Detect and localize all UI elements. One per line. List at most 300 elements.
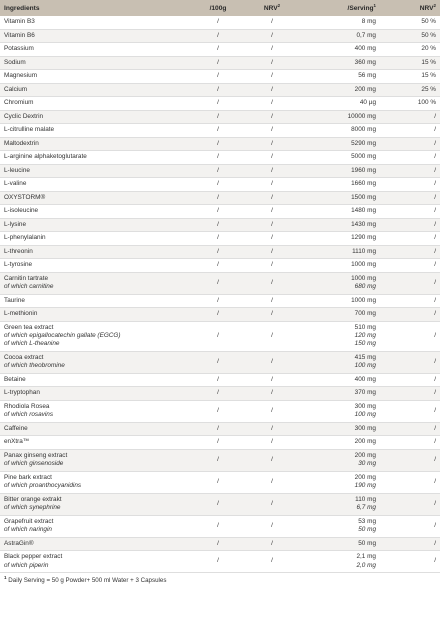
ingredient-name: L-valine: [4, 180, 27, 188]
per-100g-cell: /: [190, 537, 246, 551]
ingredient-name: Green tea extract: [4, 323, 54, 331]
nrv-100g-cell: /: [246, 471, 298, 493]
per-100g-cell: /: [190, 422, 246, 436]
ingredient-name: L-leucine: [4, 166, 30, 174]
ingredient-name-cell: [0, 56, 190, 70]
nrv-serving-cell: 50 %: [380, 29, 440, 43]
nrv-100g-cell: /: [246, 16, 298, 29]
per-serving-cell: [298, 29, 380, 43]
serving-amount: 360 mg: [354, 58, 376, 66]
table-row: [0, 124, 440, 138]
per-serving-cell: [298, 97, 380, 111]
serving-subamount: 190 mg: [354, 482, 376, 489]
header-ingredients: Ingredients: [0, 0, 190, 16]
ingredient-name-cell: [0, 471, 190, 493]
serving-amount: 700 mg: [354, 310, 376, 318]
ingredient-name: Chromium: [4, 99, 34, 107]
per-serving-cell: [298, 551, 380, 573]
per-100g-cell: /: [190, 245, 246, 259]
serving-subamount: 100 mg: [354, 411, 376, 418]
serving-amount: 1000 mg: [351, 274, 376, 282]
nrv-100g-cell: /: [246, 151, 298, 165]
per-100g-cell: /: [190, 259, 246, 273]
ingredient-name-cell: [0, 164, 190, 178]
nrv-100g-cell: /: [246, 97, 298, 111]
ingredient-name-cell: [0, 449, 190, 471]
nrv-serving-cell: /: [380, 191, 440, 205]
nrv-serving-cell: /: [380, 218, 440, 232]
nrv-serving-cell: /: [380, 124, 440, 138]
ingredient-name: OXYSTORM®: [4, 193, 46, 201]
table-row: [0, 373, 440, 387]
nrv-serving-cell: /: [380, 205, 440, 219]
nrv-serving-cell: /: [380, 164, 440, 178]
nrv-100g-cell: /: [246, 245, 298, 259]
table-row: [0, 245, 440, 259]
ingredient-name-cell: [0, 373, 190, 387]
nrv-100g-cell: /: [246, 422, 298, 436]
per-100g-cell: /: [190, 387, 246, 401]
nrv-100g-cell: /: [246, 515, 298, 537]
table-row: [0, 205, 440, 219]
per-serving-cell: [298, 400, 380, 422]
serving-amount: 1110 mg: [352, 247, 376, 255]
nrv-serving-cell: /: [380, 449, 440, 471]
per-serving-cell: [298, 321, 380, 351]
serving-amount: 400 mg: [354, 375, 376, 383]
table-row: [0, 308, 440, 322]
per-serving-cell: [298, 43, 380, 57]
ingredient-name-cell: [0, 493, 190, 515]
nrv-100g-cell: /: [246, 351, 298, 373]
per-serving-cell: [298, 110, 380, 124]
nrv-serving-cell: /: [380, 272, 440, 294]
ingredient-name: Sodium: [4, 58, 26, 66]
table-row: [0, 151, 440, 165]
nrv-serving-cell: 50 %: [380, 16, 440, 29]
ingredient-name-cell: [0, 97, 190, 111]
ingredient-name-cell: [0, 259, 190, 273]
ingredient-name: Maltodextrin: [4, 139, 39, 147]
ingredient-name: enXtra™: [4, 438, 30, 446]
per-100g-cell: /: [190, 191, 246, 205]
ingredient-subname: of which piperin: [4, 561, 49, 569]
ingredient-name: L-methionin: [4, 310, 38, 318]
nrv-serving-cell: /: [380, 351, 440, 373]
serving-amount: 1000 mg: [351, 296, 376, 304]
table-row: [0, 515, 440, 537]
serving-amount: 5290 mg: [351, 139, 376, 147]
serving-amount: 0,7 mg: [356, 31, 376, 39]
table-row: [0, 321, 440, 351]
ingredient-name: L-citrulline malate: [4, 126, 55, 134]
footnote: [0, 573, 400, 584]
serving-amount: 300 mg: [354, 402, 376, 410]
ingredient-name: AstraGin®: [4, 539, 34, 547]
nrv-serving-cell: /: [380, 537, 440, 551]
table-row: [0, 191, 440, 205]
nrv-serving-cell: /: [380, 245, 440, 259]
per-100g-cell: /: [190, 218, 246, 232]
serving-amount: 53 mg: [358, 517, 376, 525]
per-100g-cell: /: [190, 70, 246, 84]
ingredient-name: L-phenylalanin: [4, 234, 46, 242]
nrv-100g-cell: /: [246, 83, 298, 97]
table-row: [0, 294, 440, 308]
per-100g-cell: /: [190, 515, 246, 537]
ingredient-name-cell: [0, 551, 190, 573]
nrv-serving-cell: /: [380, 151, 440, 165]
ingredient-name-cell: [0, 245, 190, 259]
table-row: [0, 232, 440, 246]
per-100g-cell: /: [190, 449, 246, 471]
per-serving-cell: [298, 259, 380, 273]
table-row: [0, 70, 440, 84]
per-100g-cell: /: [190, 400, 246, 422]
nrv-serving-cell: 15 %: [380, 70, 440, 84]
ingredient-name-cell: [0, 83, 190, 97]
nrv-serving-cell: /: [380, 387, 440, 401]
per-serving-cell: [298, 137, 380, 151]
table-row: [0, 551, 440, 573]
serving-amount: 200 mg: [354, 451, 376, 459]
per-serving-cell: [298, 205, 380, 219]
ingredient-name: Panax ginseng extract: [4, 451, 68, 459]
table-row: [0, 29, 440, 43]
per-serving-cell: [298, 436, 380, 450]
serving-amount: 10000 mg: [347, 112, 376, 120]
serving-amount: 110 mg: [355, 495, 376, 503]
serving-amount: 1000 mg: [351, 261, 376, 269]
per-100g-cell: /: [190, 232, 246, 246]
table-row: [0, 422, 440, 436]
nrv-100g-cell: /: [246, 43, 298, 57]
nrv-100g-cell: /: [246, 56, 298, 70]
nrv-100g-cell: /: [246, 110, 298, 124]
ingredient-name-cell: [0, 124, 190, 138]
ingredient-name: Vitamin B3: [4, 18, 35, 26]
ingredient-name-cell: [0, 351, 190, 373]
serving-amount: 50 mg: [358, 539, 376, 547]
serving-amount: 1660 mg: [351, 180, 376, 188]
per-100g-cell: /: [190, 83, 246, 97]
nrv-100g-cell: /: [246, 124, 298, 138]
table-row: [0, 110, 440, 124]
per-100g-cell: /: [190, 151, 246, 165]
table-row: [0, 164, 440, 178]
ingredient-subname: of which ginsenoside: [4, 460, 64, 467]
header-per-100g: /100g: [190, 0, 246, 16]
nrv-serving-cell: 20 %: [380, 43, 440, 57]
per-serving-cell: [298, 308, 380, 322]
table-row: [0, 351, 440, 373]
nrv-serving-cell: /: [380, 137, 440, 151]
ingredient-name-cell: [0, 400, 190, 422]
ingredient-name-cell: [0, 178, 190, 192]
nrv-100g-cell: /: [246, 373, 298, 387]
table-row: [0, 178, 440, 192]
ingredient-name-cell: [0, 137, 190, 151]
nrv-serving-cell: /: [380, 436, 440, 450]
footnote-marker: 1: [4, 574, 7, 580]
per-serving-cell: [298, 373, 380, 387]
ingredient-subname: of which proanthocyanidins: [4, 482, 82, 489]
ingredient-name: Carnitin tartrate: [4, 274, 49, 282]
nrv-100g-cell: /: [246, 29, 298, 43]
serving-amount: 1500 mg: [351, 193, 376, 201]
nrv-100g-cell: /: [246, 70, 298, 84]
serving-amount: 510 mg: [354, 323, 376, 331]
table-header-row: [0, 0, 440, 16]
ingredient-subname: of which rosavins: [4, 411, 54, 418]
nrv-serving-cell: /: [380, 232, 440, 246]
nrv-100g-cell: /: [246, 321, 298, 351]
per-100g-cell: /: [190, 471, 246, 493]
nrv-100g-cell: /: [246, 164, 298, 178]
per-serving-cell: [298, 294, 380, 308]
per-100g-cell: /: [190, 29, 246, 43]
ingredient-name: L-lysine: [4, 220, 27, 228]
ingredient-name: Taurine: [4, 296, 25, 304]
ingredient-subname: of which epigallocatechin gallate (EGCG): [4, 331, 121, 339]
nrv-100g-cell: /: [246, 137, 298, 151]
ingredient-name: Vitamin B6: [4, 31, 35, 39]
per-serving-cell: [298, 70, 380, 84]
ingredient-name: L-tyrosine: [4, 261, 33, 269]
nrv-100g-cell: /: [246, 218, 298, 232]
per-100g-cell: /: [190, 294, 246, 308]
per-100g-cell: /: [190, 178, 246, 192]
table-row: [0, 387, 440, 401]
ingredient-name: Bitter orange extrakt: [4, 495, 62, 503]
nrv-serving-cell: /: [380, 178, 440, 192]
table-body: [0, 16, 440, 573]
ingredient-name-cell: [0, 70, 190, 84]
ingredient-name-cell: [0, 43, 190, 57]
serving-amount: 200 mg: [354, 85, 376, 93]
ingredient-subname: of which naringin: [4, 526, 52, 533]
ingredient-name-cell: [0, 308, 190, 322]
footnote-text: Daily Serving = 50 g Powder+ 500 ml Water + 3 Capsules: [6, 577, 167, 584]
nrv-serving-cell: 15 %: [380, 56, 440, 70]
table-row: [0, 259, 440, 273]
table-row: [0, 400, 440, 422]
serving-amount: 1290 mg: [351, 234, 376, 242]
ingredient-name: Calcium: [4, 85, 28, 93]
nrv-serving-cell: /: [380, 321, 440, 351]
nrv-serving-cell: /: [380, 422, 440, 436]
serving-amount: 1960 mg: [351, 166, 376, 174]
header-per-serving: /Serving$^1$: [298, 0, 380, 16]
ingredient-subname: of which carnitine: [4, 283, 54, 290]
header-nrv: NRV$^2$: [246, 0, 298, 16]
nrv-serving-cell: /: [380, 373, 440, 387]
nrv-serving-cell: /: [380, 110, 440, 124]
nrv-100g-cell: /: [246, 259, 298, 273]
ingredient-name: Black pepper extract: [4, 553, 63, 561]
ingredient-name: Caffeine: [4, 424, 28, 432]
per-serving-cell: [298, 178, 380, 192]
per-100g-cell: /: [190, 43, 246, 57]
per-100g-cell: /: [190, 16, 246, 29]
per-serving-cell: [298, 191, 380, 205]
ingredient-name-cell: [0, 537, 190, 551]
serving-amount: 400 mg: [354, 45, 376, 53]
nrv-100g-cell: /: [246, 205, 298, 219]
nrv-100g-cell: /: [246, 449, 298, 471]
per-100g-cell: /: [190, 164, 246, 178]
per-serving-cell: [298, 449, 380, 471]
per-100g-cell: /: [190, 110, 246, 124]
ingredient-name-cell: [0, 16, 190, 29]
table-row: [0, 137, 440, 151]
ingredient-subname: of which synephrine: [4, 504, 61, 511]
per-100g-cell: /: [190, 551, 246, 573]
per-100g-cell: /: [190, 205, 246, 219]
nrv-serving-cell: /: [380, 493, 440, 515]
serving-subamount: 150 mg: [354, 340, 376, 348]
serving-amount: 415 mg: [354, 353, 376, 361]
nrv-100g-cell: /: [246, 551, 298, 573]
ingredient-name-cell: [0, 321, 190, 351]
table-row: [0, 16, 440, 29]
per-serving-cell: [298, 493, 380, 515]
per-serving-cell: [298, 351, 380, 373]
ingredient-subname: of which L-theanine: [4, 340, 60, 348]
per-100g-cell: /: [190, 124, 246, 138]
table-row: [0, 436, 440, 450]
per-serving-cell: [298, 164, 380, 178]
serving-amount: 2,1 mg: [356, 553, 376, 561]
table-row: [0, 43, 440, 57]
serving-subamount: 100 mg: [354, 362, 376, 369]
nrv-100g-cell: /: [246, 436, 298, 450]
nrv-100g-cell: /: [246, 232, 298, 246]
serving-amount: 200 mg: [354, 473, 376, 481]
nrv-serving-cell: 100 %: [380, 97, 440, 111]
nrv-100g-cell: /: [246, 537, 298, 551]
per-serving-cell: [298, 272, 380, 294]
ingredient-name: Cyclic Dextrin: [4, 112, 44, 120]
nrv-100g-cell: /: [246, 308, 298, 322]
ingredient-name: Cocoa extract: [4, 353, 44, 361]
ingredient-name-cell: [0, 29, 190, 43]
serving-subamount: 6,7 mg: [356, 504, 376, 511]
per-serving-cell: [298, 422, 380, 436]
ingredient-name-cell: [0, 151, 190, 165]
ingredient-subname: of which theobromine: [4, 362, 65, 369]
nrv-serving-cell: 25 %: [380, 83, 440, 97]
nrv-100g-cell: /: [246, 387, 298, 401]
per-100g-cell: /: [190, 97, 246, 111]
ingredient-name-cell: [0, 515, 190, 537]
nrv-100g-cell: /: [246, 400, 298, 422]
serving-amount: 56 mg: [358, 72, 376, 80]
per-100g-cell: /: [190, 436, 246, 450]
ingredient-name: Rhodiola Rosea: [4, 402, 50, 410]
nrv-100g-cell: /: [246, 294, 298, 308]
nrv-100g-cell: /: [246, 272, 298, 294]
per-100g-cell: /: [190, 56, 246, 70]
serving-amount: 1480 mg: [351, 207, 376, 215]
ingredient-name-cell: [0, 218, 190, 232]
ingredient-name-cell: [0, 110, 190, 124]
table-row: [0, 493, 440, 515]
per-100g-cell: /: [190, 137, 246, 151]
table-row: [0, 449, 440, 471]
per-serving-cell: [298, 245, 380, 259]
ingredient-name: L-tryptophan: [4, 389, 40, 397]
ingredient-name: Magnesium: [4, 72, 38, 80]
table-row: [0, 218, 440, 232]
ingredient-name: Pine bark extract: [4, 473, 52, 481]
table-row: [0, 97, 440, 111]
serving-subamount: 120 mg: [354, 331, 376, 339]
ingredient-name-cell: [0, 422, 190, 436]
per-serving-cell: [298, 218, 380, 232]
ingredient-name-cell: [0, 191, 190, 205]
ingredient-name-cell: [0, 232, 190, 246]
per-serving-cell: [298, 387, 380, 401]
ingredient-name: L-threonin: [4, 247, 33, 255]
nrv-serving-cell: /: [380, 259, 440, 273]
per-100g-cell: /: [190, 351, 246, 373]
nrv-serving-cell: /: [380, 294, 440, 308]
per-serving-cell: [298, 232, 380, 246]
ingredient-name: Potassium: [4, 45, 34, 53]
ingredient-name-cell: [0, 272, 190, 294]
serving-subamount: 680 mg: [354, 283, 376, 290]
nrv-serving-cell: /: [380, 515, 440, 537]
nrv-100g-cell: /: [246, 178, 298, 192]
nrv-serving-cell: /: [380, 400, 440, 422]
serving-amount: 8 mg: [361, 18, 376, 26]
header-nrv-serving: NRV$^2$: [380, 0, 440, 16]
per-serving-cell: [298, 515, 380, 537]
ingredient-name-cell: [0, 205, 190, 219]
nrv-serving-cell: /: [380, 308, 440, 322]
table-row: [0, 56, 440, 70]
ingredient-name-cell: [0, 436, 190, 450]
per-100g-cell: /: [190, 308, 246, 322]
per-serving-cell: [298, 83, 380, 97]
serving-amount: 300 mg: [354, 424, 376, 432]
serving-amount: 370 mg: [354, 389, 376, 397]
per-serving-cell: [298, 56, 380, 70]
table-row: [0, 537, 440, 551]
nrv-100g-cell: /: [246, 191, 298, 205]
ingredient-name: Grapefruit extract: [4, 517, 54, 525]
ingredient-name-cell: [0, 387, 190, 401]
serving-amount: 40 µg: [359, 99, 376, 107]
per-100g-cell: /: [190, 493, 246, 515]
serving-amount: 5000 mg: [351, 153, 376, 161]
nrv-serving-cell: /: [380, 551, 440, 573]
ingredient-name: L-arginine alphaketoglutarate: [4, 153, 87, 161]
per-serving-cell: [298, 124, 380, 138]
serving-subamount: 30 mg: [358, 460, 376, 467]
table-row: [0, 471, 440, 493]
per-100g-cell: /: [190, 321, 246, 351]
ingredient-name: L-isoleucine: [4, 207, 39, 215]
serving-subamount: 50 mg: [358, 526, 376, 533]
nrv-100g-cell: /: [246, 493, 298, 515]
serving-subamount: 2,0 mg: [356, 561, 376, 569]
per-100g-cell: /: [190, 373, 246, 387]
table-row: [0, 272, 440, 294]
ingredient-name-cell: [0, 294, 190, 308]
per-100g-cell: /: [190, 272, 246, 294]
